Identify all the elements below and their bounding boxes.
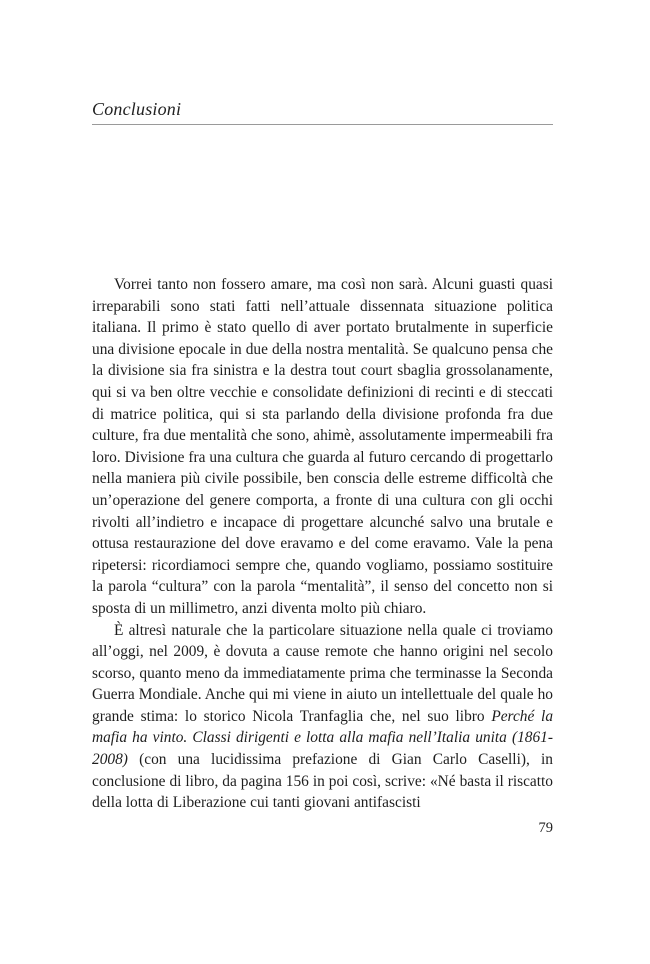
paragraph-1: Vorrei tanto non fossero amare, ma così non sarà. Alcuni guasti quasi irreparabili sono stati fatti nell’attuale dissennata situazione politica italiana. Il primo è stato quello di aver portato brutalmente in superficie una divisione epocale in due della nostra mentalità. Se qualcuno pensa che la divisione sia fra sinistra e la destra tout court sbaglia grossolanamente, qui si va ben oltre vecchie e consolidate definizioni di recinti e di steccati di matrice politica, qui si sta parlando della divisione profonda fra due culture, fra due mentalità che sono, ahimè, assolutamente impermeabili fra loro. Divisione fra una cultura che guarda al futuro cercando di progettarlo nella maniera più civile possibile, ben conscia delle estreme difficoltà che un’operazione del genere comporta, a fronte di una cultura con gli occhi rivolti all’indietro e incapace di progettare alcunché salvo una brutale e ottusa restaurazione del dove eravamo e del come eravamo. Vale la pena ripetersi: ricordiamoci sempre che, quando vogliamo, possiamo sostituire la parola “cultura” con la parola “mentalità”, il senso del concetto non si sposta di un millimetro, anzi diventa molto più chiaro. [92,276,553,617]
running-head-title: Conclusioni [92,99,182,119]
page-number: 79 [538,820,553,836]
book-title: Perché la mafia ha vinto. Classi dirigenti e lotta alla mafia nell’Italia unita (1861-2008) [92,707,554,769]
paragraph-2 [92,620,553,814]
paragraph-2-text-after: (con una lucidissima prefazione di Gian Carlo Caselli), in conclusione di libro, da pagina 156 in poi così, scrive: «Né basta il riscatto della lotta di Liberazione cui tanti giovani antifascisti [92,751,553,812]
body-text [92,274,553,814]
header-rule [92,124,553,125]
paragraph-2-text-before: È altresì naturale che la particolare situazione nella quale ci troviamo all’oggi, nel 2009, è dovuta a cause remote che hanno origini nel secolo scorso, quanto meno da immediatamente prima che terminasse la Seconda Guerra Mondiale. Anche qui mi viene in aiuto un intellettuale del quale ho grande stima: lo storico Nicola Tranfaglia che, nel suo libro [92,621,553,725]
